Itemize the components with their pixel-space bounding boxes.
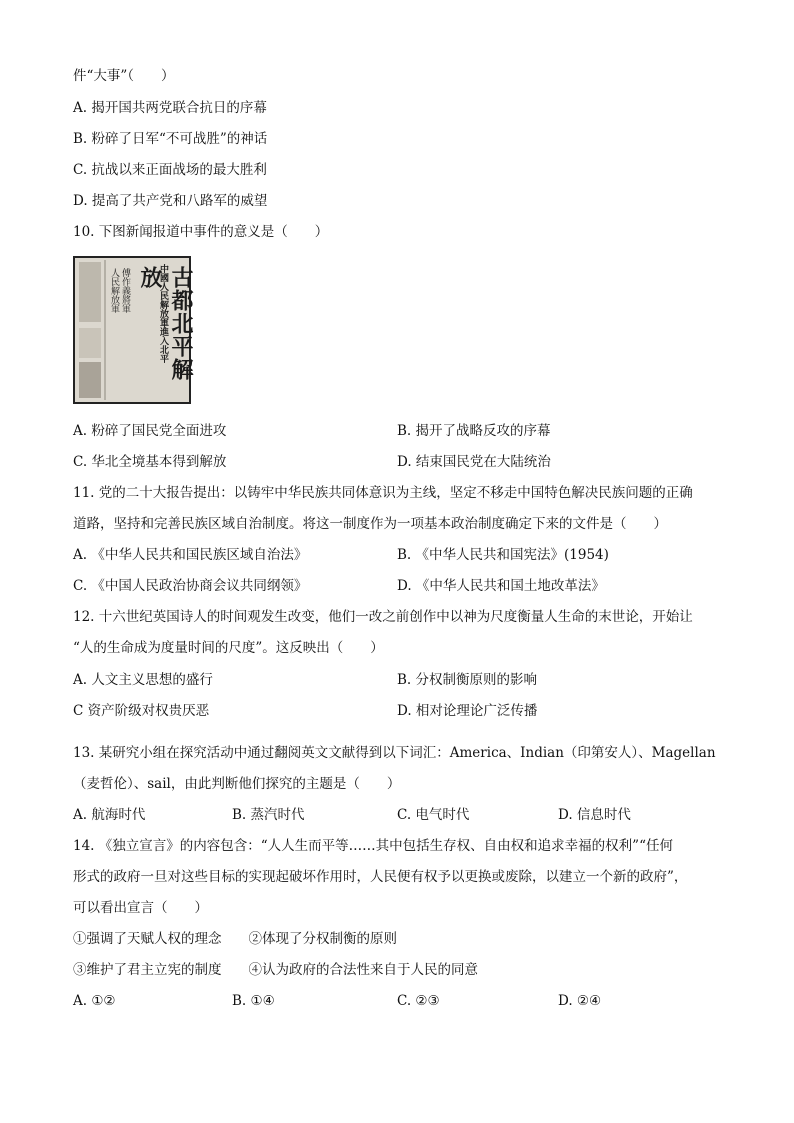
q13-option-a: A. 航海时代 xyxy=(73,807,146,823)
q14-option-b: B. ①④ xyxy=(232,993,275,1009)
q9-stem: 件“大事”（ ） xyxy=(73,68,175,84)
q11-option-c: C. 《中国人民政治协商会议共同纲领》 xyxy=(73,578,308,594)
q14-statements-line2: ③维护了君主立宪的制度 ④认为政府的合法性来自于人民的同意 xyxy=(73,962,478,978)
q11-stem-line2: 道路，坚持和完善民族区域自治制度。将这一制度作为一项基本政治制度确定下来的文件是（ ） xyxy=(73,516,667,532)
q10-option-c: C. 华北全境基本得到解放 xyxy=(73,454,227,470)
newspaper-top-headline: 中國人民解放軍進入北平 xyxy=(158,264,168,363)
q9-option-c: C. 抗战以来正面战场的最大胜利 xyxy=(73,162,267,178)
newspaper-image xyxy=(73,256,194,404)
q12-option-a: A. 人文主义思想的盛行 xyxy=(73,672,213,688)
q11-option-a: A. 《中华人民共和国民族区域自治法》 xyxy=(73,547,308,563)
newspaper-subheadline-2: 人民解放軍 xyxy=(109,268,119,313)
q13-option-c: C. 电气时代 xyxy=(397,807,470,823)
q13-option-d: D. 信息时代 xyxy=(558,807,631,823)
q10-option-d: D. 结束国民党在大陆统治 xyxy=(397,454,551,470)
q13-option-b: B. 蒸汽时代 xyxy=(232,807,305,823)
newspaper-subheadline-1: 傅作義將軍 xyxy=(120,268,130,313)
q12-stem-line2: “人的生命成为度量时间的尺度”。这反映出（ ） xyxy=(73,640,384,656)
q10-option-a: A. 粉碎了国民党全面进攻 xyxy=(73,423,227,439)
q11-option-b: B. 《中华人民共和国宪法》(1954) xyxy=(397,547,609,563)
q11-option-d: D. 《中华人民共和国土地改革法》 xyxy=(397,578,605,594)
q14-stem-line1: 14. 《独立宣言》的内容包含：“人人生而平等……其中包括生存权、自由权和追求幸福的权利”“任何 xyxy=(73,838,673,854)
q12-option-d: D. 相对论理论广泛传播 xyxy=(397,703,538,719)
q10-option-b: B. 揭开了战略反攻的序幕 xyxy=(397,423,551,439)
q9-option-d: D. 提高了共产党和八路军的威望 xyxy=(73,193,268,209)
q14-stem-line2: 形式的政府一旦对这些目标的实现起破坏作用时，人民便有权予以更换或废除，以建立一个新的政府”， xyxy=(73,869,688,885)
q10-stem: 10. 下图新闻报道中事件的意义是（ ） xyxy=(73,224,329,240)
q11-stem-line1: 11. 党的二十大报告提出：以铸牢中华民族共同体意识为主线，坚定不移走中国特色解决民族问题的正确 xyxy=(73,485,693,501)
q14-option-d: D. ②④ xyxy=(558,993,602,1009)
q14-option-c: C. ②③ xyxy=(397,993,440,1009)
q13-stem-line1: 13. 某研究小组在探究活动中通过翻阅英文文献得到以下词汇：America、Indian（印第安人）、Magellan xyxy=(73,745,716,761)
q14-stem-line3: 可以看出宣言（ ） xyxy=(73,900,208,916)
newspaper-main-headline: 古都北平解放 xyxy=(137,266,194,381)
q13-stem-line2: （麦哲伦）、sail，由此判断他们探究的主题是（ ） xyxy=(73,776,401,792)
q12-stem-line1: 12. 十六世纪英国诗人的时间观发生改变，他们一改之前创作中以神为尺度衡量人生命的末世论，开始让 xyxy=(73,609,693,625)
q12-option-b: B. 分权制衡原则的影响 xyxy=(397,672,538,688)
q14-option-a: A. ①② xyxy=(73,993,116,1009)
q9-option-b: B. 粉碎了日军“不可战胜”的神话 xyxy=(73,131,268,147)
q14-statements-line1: ①强调了天赋人权的理念 ②体现了分权制衡的原则 xyxy=(73,931,397,947)
q9-option-a: A. 揭开国共两党联合抗日的序幕 xyxy=(73,100,267,116)
q12-option-c: C 资产阶级对权贵厌恶 xyxy=(73,703,210,719)
